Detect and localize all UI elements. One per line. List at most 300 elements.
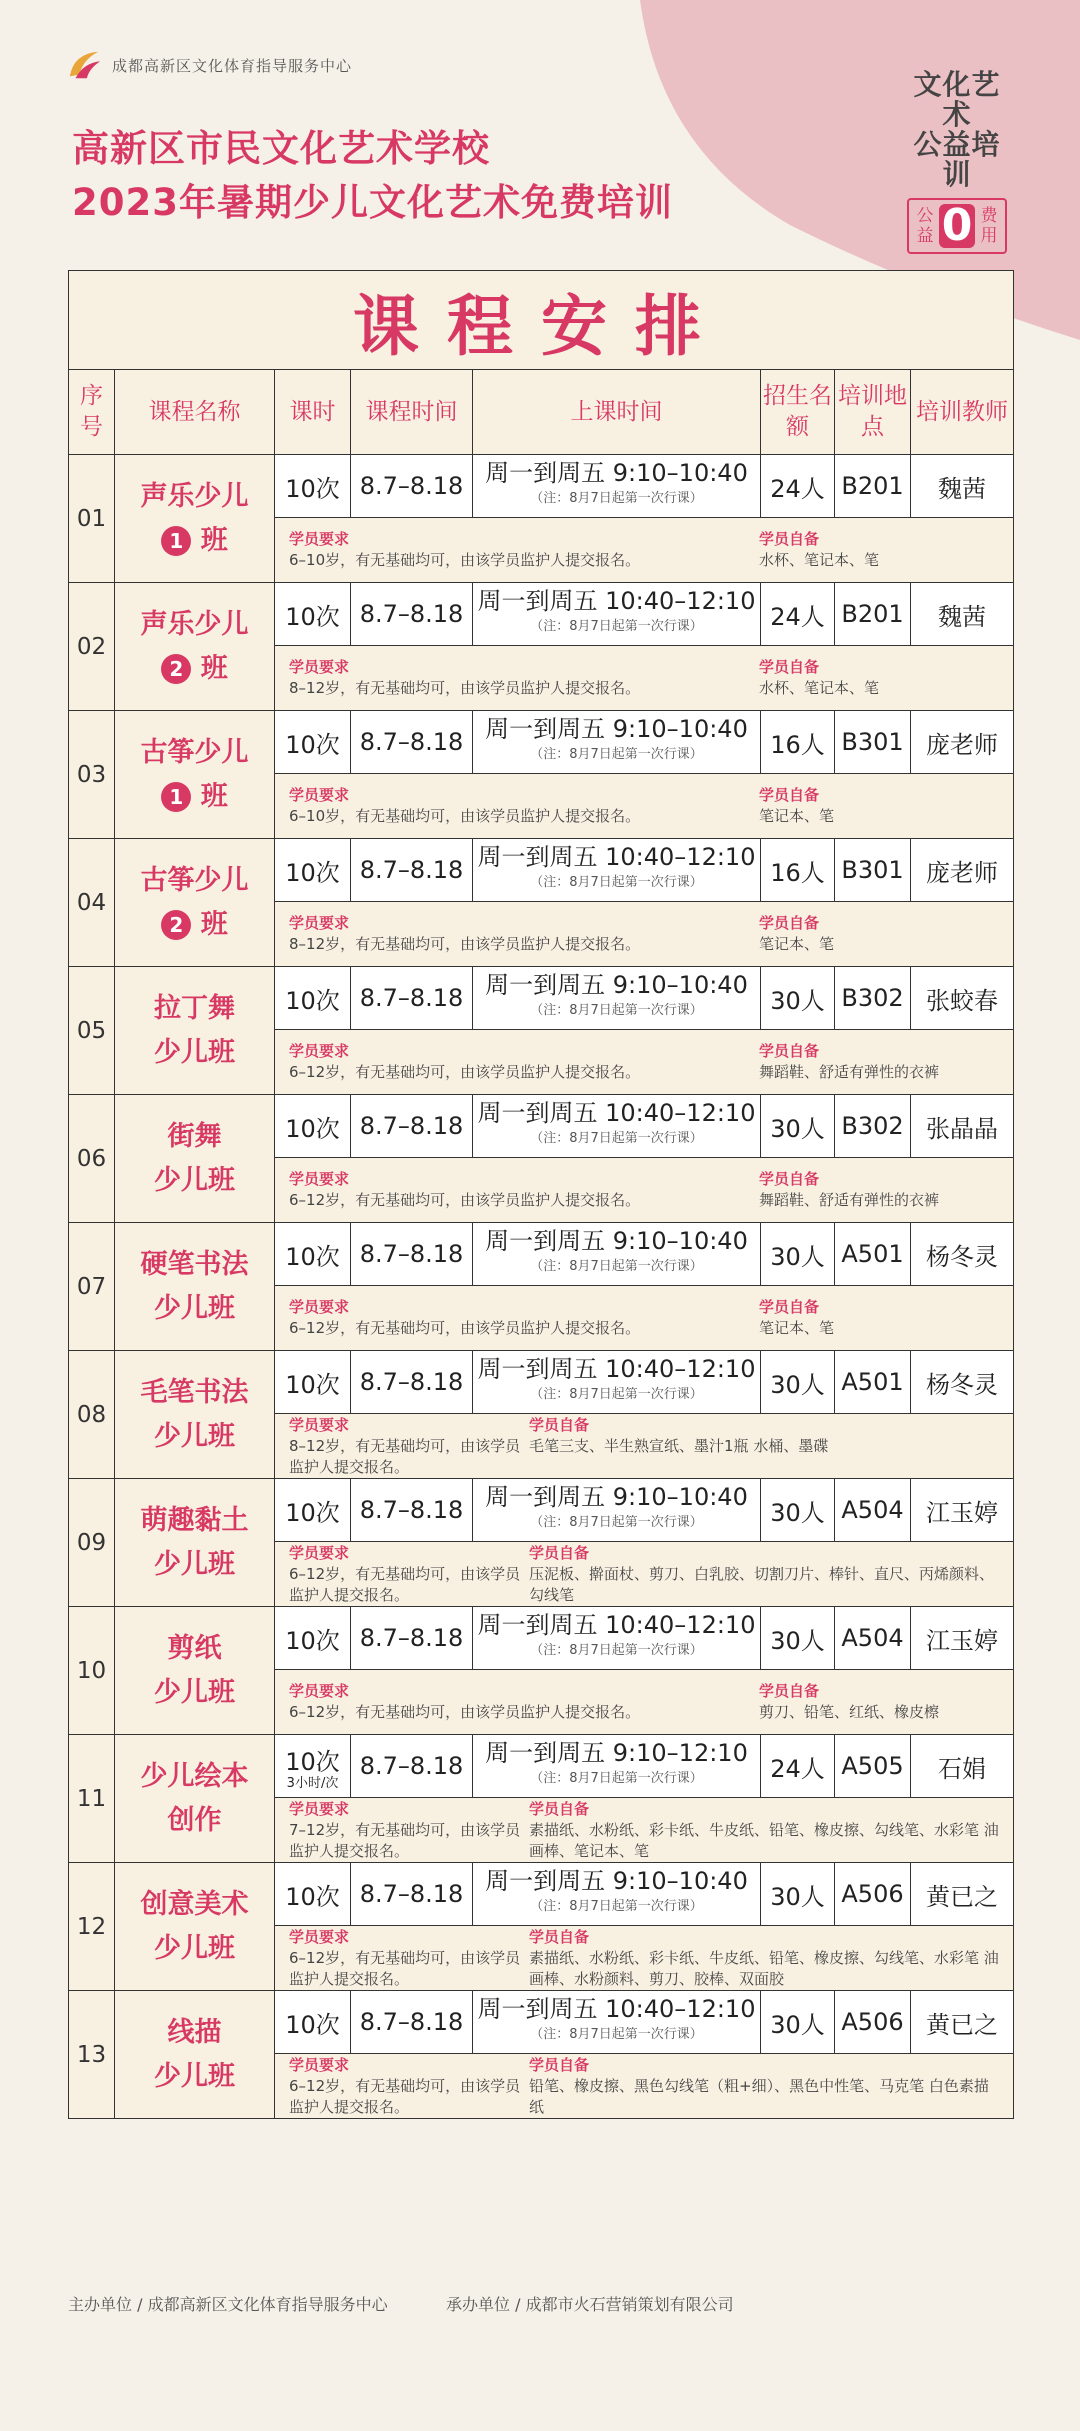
enrollment-quota: 30人 <box>761 1479 835 1542</box>
course-name-line-2 <box>115 1287 274 1331</box>
course-number: 04 <box>69 839 115 967</box>
table-header-row <box>69 370 1014 455</box>
course-schedule-table <box>68 270 1014 2119</box>
training-room: B201 <box>835 455 911 518</box>
course-hours <box>275 1351 351 1414</box>
hours-value: 10次 <box>285 1498 340 1527</box>
course-name-line-2 <box>115 1159 274 1203</box>
enrollment-quota: 30人 <box>761 967 835 1030</box>
enrollment-quota: 30人 <box>761 1991 835 2054</box>
requirements-wrap <box>275 1681 1013 1723</box>
course-requirements <box>275 1542 1014 1607</box>
course-name <box>115 1991 275 2119</box>
course-number: 08 <box>69 1351 115 1479</box>
course-row <box>69 455 1014 518</box>
student-supplies <box>529 1415 999 1478</box>
training-room: A504 <box>835 1479 911 1542</box>
enrollment-quota: 16人 <box>761 711 835 774</box>
class-number-badge: 2 <box>161 654 191 684</box>
student-requirement <box>289 785 759 827</box>
course-hours <box>275 1607 351 1670</box>
course-name-line-2 <box>115 903 274 947</box>
requirement-label: 学员要求 <box>289 1682 350 1700</box>
supplies-label: 学员自备 <box>759 1298 820 1316</box>
student-requirement <box>289 2055 529 2118</box>
course-name-line-1: 创意美术 <box>140 1888 249 1920</box>
table-title: 课程安排 <box>69 271 1014 370</box>
course-name-suffix: 班 <box>200 652 228 684</box>
course-name-line-2 <box>115 775 274 819</box>
training-room: A501 <box>835 1351 911 1414</box>
course-name-line-1: 古筝少儿 <box>140 864 249 896</box>
enrollment-quota: 16人 <box>761 839 835 902</box>
enrollment-quota: 24人 <box>761 583 835 646</box>
course-name <box>115 967 275 1095</box>
training-room: A506 <box>835 1991 911 2054</box>
course-name-line-1: 萌趣黏土 <box>140 1504 249 1536</box>
supplies-label: 学员自备 <box>529 2055 590 2074</box>
course-requirements <box>275 1926 1014 1991</box>
course-name-suffix: 班 <box>200 908 228 940</box>
course-requirements <box>275 1158 1014 1223</box>
course-row <box>69 1479 1014 1542</box>
class-time <box>473 1351 761 1414</box>
supplies-label: 学员自备 <box>759 1682 820 1700</box>
course-name-line-1: 声乐少儿 <box>140 480 249 512</box>
requirement-text: 6–12岁，有无基础均可，由该学员监护人提交报名。 <box>289 1063 641 1081</box>
table-body <box>69 455 1014 2119</box>
hours-value: 10次 <box>285 1370 340 1399</box>
title-line-1: 高新区市民文化艺术学校 <box>72 127 490 170</box>
course-name-line-2 <box>115 1031 274 1075</box>
hours-value: 10次 <box>285 1747 340 1776</box>
class-time-main: 周一到周五 10:40–12:10 <box>477 587 756 615</box>
course-hours <box>275 1479 351 1542</box>
course-requirements <box>275 1286 1014 1351</box>
course-hours <box>275 455 351 518</box>
header-cell: 上课时间 <box>473 370 761 455</box>
requirement-text: 8–12岁，有无基础均可，由该学员监护人提交报名。 <box>289 935 641 953</box>
supplies-text: 水杯、笔记本、笔 <box>759 679 880 697</box>
logo-icon <box>66 46 104 84</box>
course-number: 10 <box>69 1607 115 1735</box>
course-name-suffix: 少儿班 <box>154 1932 235 1964</box>
course-name-line-2 <box>115 1799 274 1843</box>
requirement-label: 学员要求 <box>289 1799 350 1818</box>
class-time <box>473 1479 761 1542</box>
teacher-name: 杨冬灵 <box>911 1351 1014 1414</box>
student-supplies <box>529 2055 999 2118</box>
student-requirement <box>289 913 759 955</box>
class-number-badge: 1 <box>161 782 191 812</box>
class-time-note: （注：8月7日起第一次行课） <box>530 1899 703 1914</box>
course-dates: 8.7–8.18 <box>351 1863 473 1926</box>
enrollment-quota: 24人 <box>761 1735 835 1798</box>
requirement-text: 6–12岁，有无基础均可，由该学员监护人提交报名。 <box>289 1564 521 1604</box>
supplies-label: 学员自备 <box>759 914 820 932</box>
requirement-text: 6–12岁，有无基础均可，由该学员监护人提交报名。 <box>289 1191 641 1209</box>
requirement-text: 6–10岁，有无基础均可，由该学员监护人提交报名。 <box>289 551 641 569</box>
student-requirement <box>289 1041 759 1083</box>
course-requirements <box>275 1030 1014 1095</box>
teacher-name: 江玉婷 <box>911 1607 1014 1670</box>
training-room: A505 <box>835 1735 911 1798</box>
training-room: B301 <box>835 711 911 774</box>
teacher-name: 张蛟春 <box>911 967 1014 1030</box>
requirements-wrap <box>275 785 1013 827</box>
class-time-main: 周一到周五 9:10–10:40 <box>485 971 748 999</box>
header-cell: 课程时间 <box>351 370 473 455</box>
course-name <box>115 455 275 583</box>
student-requirement <box>289 1415 529 1478</box>
supplies-text: 剪刀、铅笔、红纸、橡皮檫 <box>759 1703 940 1721</box>
course-name <box>115 1223 275 1351</box>
class-time-main: 周一到周五 9:10–10:40 <box>485 459 748 487</box>
course-number: 09 <box>69 1479 115 1607</box>
class-time-note: （注：8月7日起第一次行课） <box>530 1259 703 1274</box>
student-requirement <box>289 1169 759 1211</box>
header-cell: 培训教师 <box>911 370 1014 455</box>
teacher-name: 张晶晶 <box>911 1095 1014 1158</box>
course-name <box>115 1863 275 1991</box>
requirement-label: 学员要求 <box>289 786 350 804</box>
badge-zero: 0 <box>939 204 975 248</box>
requirements-wrap <box>275 1297 1013 1339</box>
enrollment-quota: 30人 <box>761 1351 835 1414</box>
class-time-note: （注：8月7日起第一次行课） <box>530 1771 703 1786</box>
supplies-label: 学员自备 <box>529 1927 590 1946</box>
supplies-text: 素描纸、水粉纸、彩卡纸、牛皮纸、铅笔、橡皮擦、勾线笔、水彩笔 油画棒、笔记本、笔 <box>529 1820 999 1860</box>
course-dates: 8.7–8.18 <box>351 1735 473 1798</box>
course-hours <box>275 839 351 902</box>
class-time <box>473 967 761 1030</box>
course-number: 02 <box>69 583 115 711</box>
supplies-text: 舞蹈鞋、舒适有弹性的衣裤 <box>759 1191 940 1209</box>
supplies-text: 铅笔、橡皮擦、黑色勾线笔（粗+细）、黑色中性笔、马克笔 白色素描纸 <box>529 2076 989 2116</box>
course-requirements <box>275 902 1014 967</box>
course-dates: 8.7–8.18 <box>351 839 473 902</box>
student-requirement <box>289 1927 529 1990</box>
student-supplies <box>759 1169 999 1211</box>
teacher-name: 魏茜 <box>911 583 1014 646</box>
training-room: A501 <box>835 1223 911 1286</box>
course-row <box>69 1991 1014 2054</box>
student-supplies <box>759 657 999 699</box>
course-name-line-1: 古筝少儿 <box>140 736 249 768</box>
course-row <box>69 1351 1014 1414</box>
course-requirements <box>275 518 1014 583</box>
training-room: B302 <box>835 1095 911 1158</box>
requirements-wrap <box>275 1799 1013 1862</box>
requirement-text: 8–12岁，有无基础均可，由该学员监护人提交报名。 <box>289 1436 521 1476</box>
badge-right-text: 费用 <box>980 206 998 246</box>
student-requirement <box>289 1297 759 1339</box>
course-requirements <box>275 1670 1014 1735</box>
student-supplies <box>529 1799 999 1862</box>
course-name-line-2 <box>115 1927 274 1971</box>
course-name-suffix: 班 <box>200 780 228 812</box>
teacher-name: 杨冬灵 <box>911 1223 1014 1286</box>
course-name <box>115 1351 275 1479</box>
course-row <box>69 1223 1014 1286</box>
supplies-label: 学员自备 <box>529 1415 590 1434</box>
course-hours <box>275 967 351 1030</box>
hours-value: 10次 <box>285 474 340 503</box>
enrollment-quota: 30人 <box>761 1223 835 1286</box>
course-number: 13 <box>69 1991 115 2119</box>
class-time-main: 周一到周五 9:10–10:40 <box>485 1867 748 1895</box>
student-supplies <box>529 1543 999 1606</box>
course-dates: 8.7–8.18 <box>351 1351 473 1414</box>
course-name-line-2 <box>115 1671 274 1715</box>
class-time-note: （注：8月7日起第一次行课） <box>530 1387 703 1402</box>
course-name-line-2 <box>115 1543 274 1587</box>
header-cell: 课程名称 <box>115 370 275 455</box>
class-time-main: 周一到周五 9:10–10:40 <box>485 1227 748 1255</box>
training-room: B302 <box>835 967 911 1030</box>
supplies-label: 学员自备 <box>529 1543 590 1562</box>
free-training-badge <box>902 70 1012 254</box>
class-number-badge: 1 <box>161 526 191 556</box>
class-time-main: 周一到周五 9:10–10:40 <box>485 1483 748 1511</box>
supplies-label: 学员自备 <box>759 1042 820 1060</box>
course-name-line-1: 拉丁舞 <box>154 992 235 1024</box>
class-time-note: （注：8月7日起第一次行课） <box>530 1515 703 1530</box>
student-requirement <box>289 1681 759 1723</box>
course-dates: 8.7–8.18 <box>351 1223 473 1286</box>
course-name-line-2 <box>115 519 274 563</box>
requirement-label: 学员要求 <box>289 1927 350 1946</box>
supplies-text: 笔记本、笔 <box>759 807 835 825</box>
requirement-text: 8–12岁，有无基础均可，由该学员监护人提交报名。 <box>289 679 641 697</box>
teacher-name: 黄已之 <box>911 1991 1014 2054</box>
student-requirement <box>289 657 759 699</box>
hours-sub: 3小时/次 <box>286 1775 339 1791</box>
student-requirement <box>289 1799 529 1862</box>
course-requirements <box>275 646 1014 711</box>
org-name: 成都高新区文化体育指导服务中心 <box>112 56 353 75</box>
requirements-wrap <box>275 1927 1013 1990</box>
course-row <box>69 967 1014 1030</box>
course-name-line-1: 线描 <box>167 2016 222 2048</box>
requirements-wrap <box>275 1169 1013 1211</box>
hours-value: 10次 <box>285 858 340 887</box>
course-row <box>69 711 1014 774</box>
supplies-text: 笔记本、笔 <box>759 1319 835 1337</box>
hours-value: 10次 <box>285 986 340 1015</box>
student-supplies <box>759 529 999 571</box>
class-time-main: 周一到周五 10:40–12:10 <box>477 1995 756 2023</box>
teacher-name: 江玉婷 <box>911 1479 1014 1542</box>
course-row <box>69 1095 1014 1158</box>
requirement-label: 学员要求 <box>289 1298 350 1316</box>
course-requirements <box>275 1798 1014 1863</box>
course-name-suffix: 少儿班 <box>154 1420 235 1452</box>
student-supplies <box>759 1041 999 1083</box>
class-time <box>473 839 761 902</box>
class-time-main: 周一到周五 10:40–12:10 <box>477 1355 756 1383</box>
requirement-label: 学员要求 <box>289 530 350 548</box>
class-time-main: 周一到周五 10:40–12:10 <box>477 1611 756 1639</box>
org-logo <box>66 46 352 84</box>
course-requirements <box>275 2054 1014 2119</box>
requirement-text: 6–12岁，有无基础均可，由该学员监护人提交报名。 <box>289 1703 641 1721</box>
course-name-suffix: 少儿班 <box>154 1292 235 1324</box>
requirement-label: 学员要求 <box>289 1042 350 1060</box>
student-supplies <box>529 1927 999 1990</box>
course-row <box>69 839 1014 902</box>
class-time <box>473 1863 761 1926</box>
footer-host: 主办单位 / 成都高新区文化体育指导服务中心 <box>68 2295 388 2314</box>
course-name-line-1: 声乐少儿 <box>140 608 249 640</box>
requirement-label: 学员要求 <box>289 658 350 676</box>
requirement-text: 6–10岁，有无基础均可，由该学员监护人提交报名。 <box>289 807 641 825</box>
course-name <box>115 1095 275 1223</box>
course-dates: 8.7–8.18 <box>351 1095 473 1158</box>
course-name-line-1: 硬笔书法 <box>140 1248 249 1280</box>
course-hours <box>275 1223 351 1286</box>
class-time-main: 周一到周五 9:10–10:40 <box>485 715 748 743</box>
class-time-main: 周一到周五 9:10–12:10 <box>485 1739 748 1767</box>
header-cell: 招生名额 <box>761 370 835 455</box>
course-number: 12 <box>69 1863 115 1991</box>
class-time-main: 周一到周五 10:40–12:10 <box>477 843 756 871</box>
enrollment-quota: 30人 <box>761 1095 835 1158</box>
hours-value: 10次 <box>285 730 340 759</box>
requirements-wrap <box>275 913 1013 955</box>
course-hours <box>275 1095 351 1158</box>
requirement-label: 学员要求 <box>289 2055 350 2074</box>
hours-value: 10次 <box>285 602 340 631</box>
course-number: 07 <box>69 1223 115 1351</box>
course-name-line-1: 剪纸 <box>167 1632 222 1664</box>
course-name-line-2 <box>115 1415 274 1459</box>
course-name-suffix: 创作 <box>167 1804 222 1836</box>
course-dates: 8.7–8.18 <box>351 583 473 646</box>
course-name-suffix: 少儿班 <box>154 1676 235 1708</box>
zero-fee-box <box>907 198 1007 254</box>
hours-value: 10次 <box>285 1242 340 1271</box>
requirement-text: 6–12岁，有无基础均可，由该学员监护人提交报名。 <box>289 2076 521 2116</box>
header-cell: 培训地点 <box>835 370 911 455</box>
class-time-note: （注：8月7日起第一次行课） <box>530 1643 703 1658</box>
class-time <box>473 1991 761 2054</box>
course-row <box>69 1607 1014 1670</box>
class-time <box>473 583 761 646</box>
requirement-text: 6–12岁，有无基础均可，由该学员监护人提交报名。 <box>289 1948 521 1988</box>
course-dates: 8.7–8.18 <box>351 1479 473 1542</box>
course-hours <box>275 1991 351 2054</box>
course-dates: 8.7–8.18 <box>351 711 473 774</box>
training-room: B301 <box>835 839 911 902</box>
title-line-2: 2023年暑期少儿文化艺术免费培训 <box>72 181 673 224</box>
course-name-line-1: 街舞 <box>167 1120 222 1152</box>
course-name-suffix: 少儿班 <box>154 1036 235 1068</box>
student-supplies <box>759 1681 999 1723</box>
class-time <box>473 1607 761 1670</box>
requirements-wrap <box>275 1041 1013 1083</box>
requirements-wrap <box>275 1543 1013 1606</box>
supplies-label: 学员自备 <box>529 1799 590 1818</box>
course-dates: 8.7–8.18 <box>351 1607 473 1670</box>
class-time <box>473 1095 761 1158</box>
class-time-note: （注：8月7日起第一次行课） <box>530 747 703 762</box>
training-room: A504 <box>835 1607 911 1670</box>
header-cell: 课时 <box>275 370 351 455</box>
teacher-name: 庞老师 <box>911 711 1014 774</box>
course-hours <box>275 583 351 646</box>
requirement-label: 学员要求 <box>289 1170 350 1188</box>
supplies-text: 压泥板、擀面杖、剪刀、白乳胶、切割刀片、棒针、直尺、丙烯颜料、勾线笔 <box>529 1564 995 1604</box>
header-cell: 序号 <box>69 370 115 455</box>
supplies-label: 学员自备 <box>759 1170 820 1188</box>
enrollment-quota: 30人 <box>761 1863 835 1926</box>
enrollment-quota: 30人 <box>761 1607 835 1670</box>
course-name <box>115 1607 275 1735</box>
course-row <box>69 583 1014 646</box>
requirements-wrap <box>275 1415 1013 1478</box>
teacher-name: 黄已之 <box>911 1863 1014 1926</box>
hours-value: 10次 <box>285 2010 340 2039</box>
requirements-wrap <box>275 2055 1013 2118</box>
class-time-main: 周一到周五 10:40–12:10 <box>477 1099 756 1127</box>
course-name-suffix: 少儿班 <box>154 1548 235 1580</box>
badge-line-1: 文化艺术 <box>913 68 1001 131</box>
hours-value: 10次 <box>285 1626 340 1655</box>
course-name-line-2 <box>115 2055 274 2099</box>
teacher-name: 石娟 <box>911 1735 1014 1798</box>
course-name <box>115 711 275 839</box>
course-row <box>69 1863 1014 1926</box>
student-supplies <box>759 785 999 827</box>
course-name-line-1: 少儿绘本 <box>140 1760 249 1792</box>
enrollment-quota: 24人 <box>761 455 835 518</box>
student-requirement <box>289 529 759 571</box>
footer-organizer: 承办单位 / 成都市火石营销策划有限公司 <box>446 2295 734 2314</box>
requirement-label: 学员要求 <box>289 1543 350 1562</box>
student-requirement <box>289 1543 529 1606</box>
course-name <box>115 839 275 967</box>
course-number: 03 <box>69 711 115 839</box>
requirement-label: 学员要求 <box>289 1415 350 1434</box>
course-name-line-1: 毛笔书法 <box>140 1376 249 1408</box>
course-hours <box>275 711 351 774</box>
hours-value: 10次 <box>285 1114 340 1143</box>
supplies-text: 水杯、笔记本、笔 <box>759 551 880 569</box>
course-dates: 8.7–8.18 <box>351 455 473 518</box>
course-dates: 8.7–8.18 <box>351 967 473 1030</box>
supplies-label: 学员自备 <box>759 786 820 804</box>
course-number: 11 <box>69 1735 115 1863</box>
course-number: 06 <box>69 1095 115 1223</box>
course-number: 05 <box>69 967 115 1095</box>
teacher-name: 庞老师 <box>911 839 1014 902</box>
class-time <box>473 455 761 518</box>
course-dates: 8.7–8.18 <box>351 1991 473 2054</box>
page-title <box>72 122 673 230</box>
supplies-label: 学员自备 <box>759 530 820 548</box>
student-supplies <box>759 913 999 955</box>
course-name-suffix: 班 <box>200 524 228 556</box>
supplies-text: 舞蹈鞋、舒适有弹性的衣裤 <box>759 1063 940 1081</box>
course-name <box>115 1479 275 1607</box>
requirement-text: 6–12岁，有无基础均可，由该学员监护人提交报名。 <box>289 1319 641 1337</box>
student-supplies <box>759 1297 999 1339</box>
class-time-note: （注：8月7日起第一次行课） <box>530 875 703 890</box>
course-row <box>69 1735 1014 1798</box>
teacher-name: 魏茜 <box>911 455 1014 518</box>
requirement-label: 学员要求 <box>289 914 350 932</box>
